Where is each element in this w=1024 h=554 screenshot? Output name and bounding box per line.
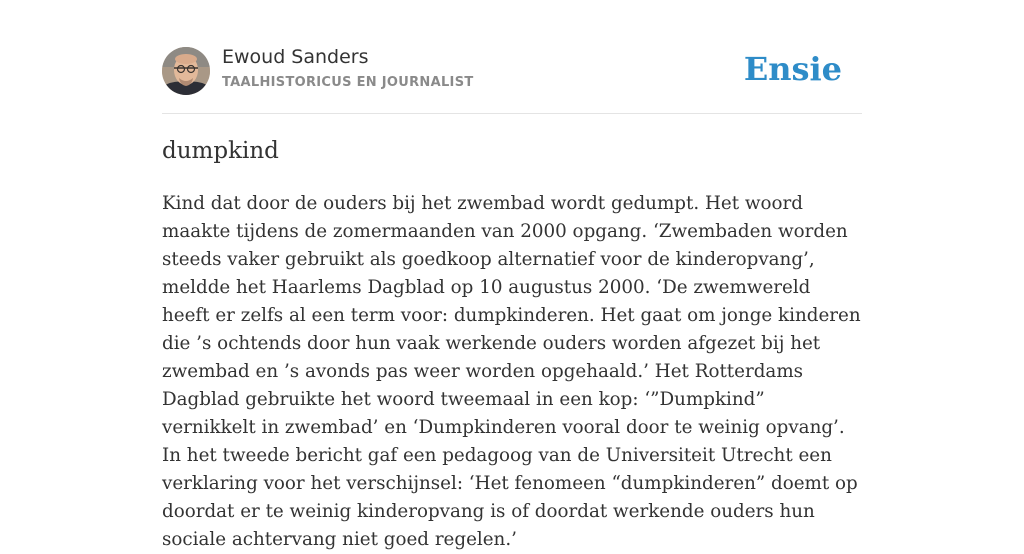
entry-title: dumpkind [162,138,279,164]
author-role: TAALHISTORICUS EN JOURNALIST [222,75,474,90]
author-name[interactable]: Ewoud Sanders [222,46,369,68]
author-photo [162,47,210,95]
entry-body: Kind dat door de ouders bij het zwembad wordt gedumpt. Het woord maakte tijdens de zomermaanden van 2000 opgang. ‘Zwembaden worden steeds vaker gebruikt als goedkoop alternatief voor de kinderopvang’, meldde het Haarlems Dagblad op 10 augustus 2000. ‘De zwemwereld heeft er zelfs al een term voor: dumpkinderen. Het gaat om jonge kinderen die ’s ochtends door hun vaak werkende ouders worden afgezet bij het zwembad en ’s avonds pas weer worden opgehaald.’ Het Rotterdams Dagblad gebruikte het woord tweemaal in een kop: ‘”Dumpkind” vernikkelt in zwembad’ en ‘Dumpkinderen vooral door te weinig opvang’. In het tweede bericht gaf een pedagoog van de Universiteit Utrecht een verklaring voor het verschijnsel: ‘Het fenomeen “dumpkinderen” doemt op doordat er te weinig kinderopvang is of doordat werkende ouders hun sociale achtervang niet goed regelen.’ [162,193,861,550]
ensie-logo[interactable]: Ensie [743,50,842,88]
author-header [162,46,862,96]
author-avatar[interactable] [162,47,210,95]
header-divider [162,113,862,114]
